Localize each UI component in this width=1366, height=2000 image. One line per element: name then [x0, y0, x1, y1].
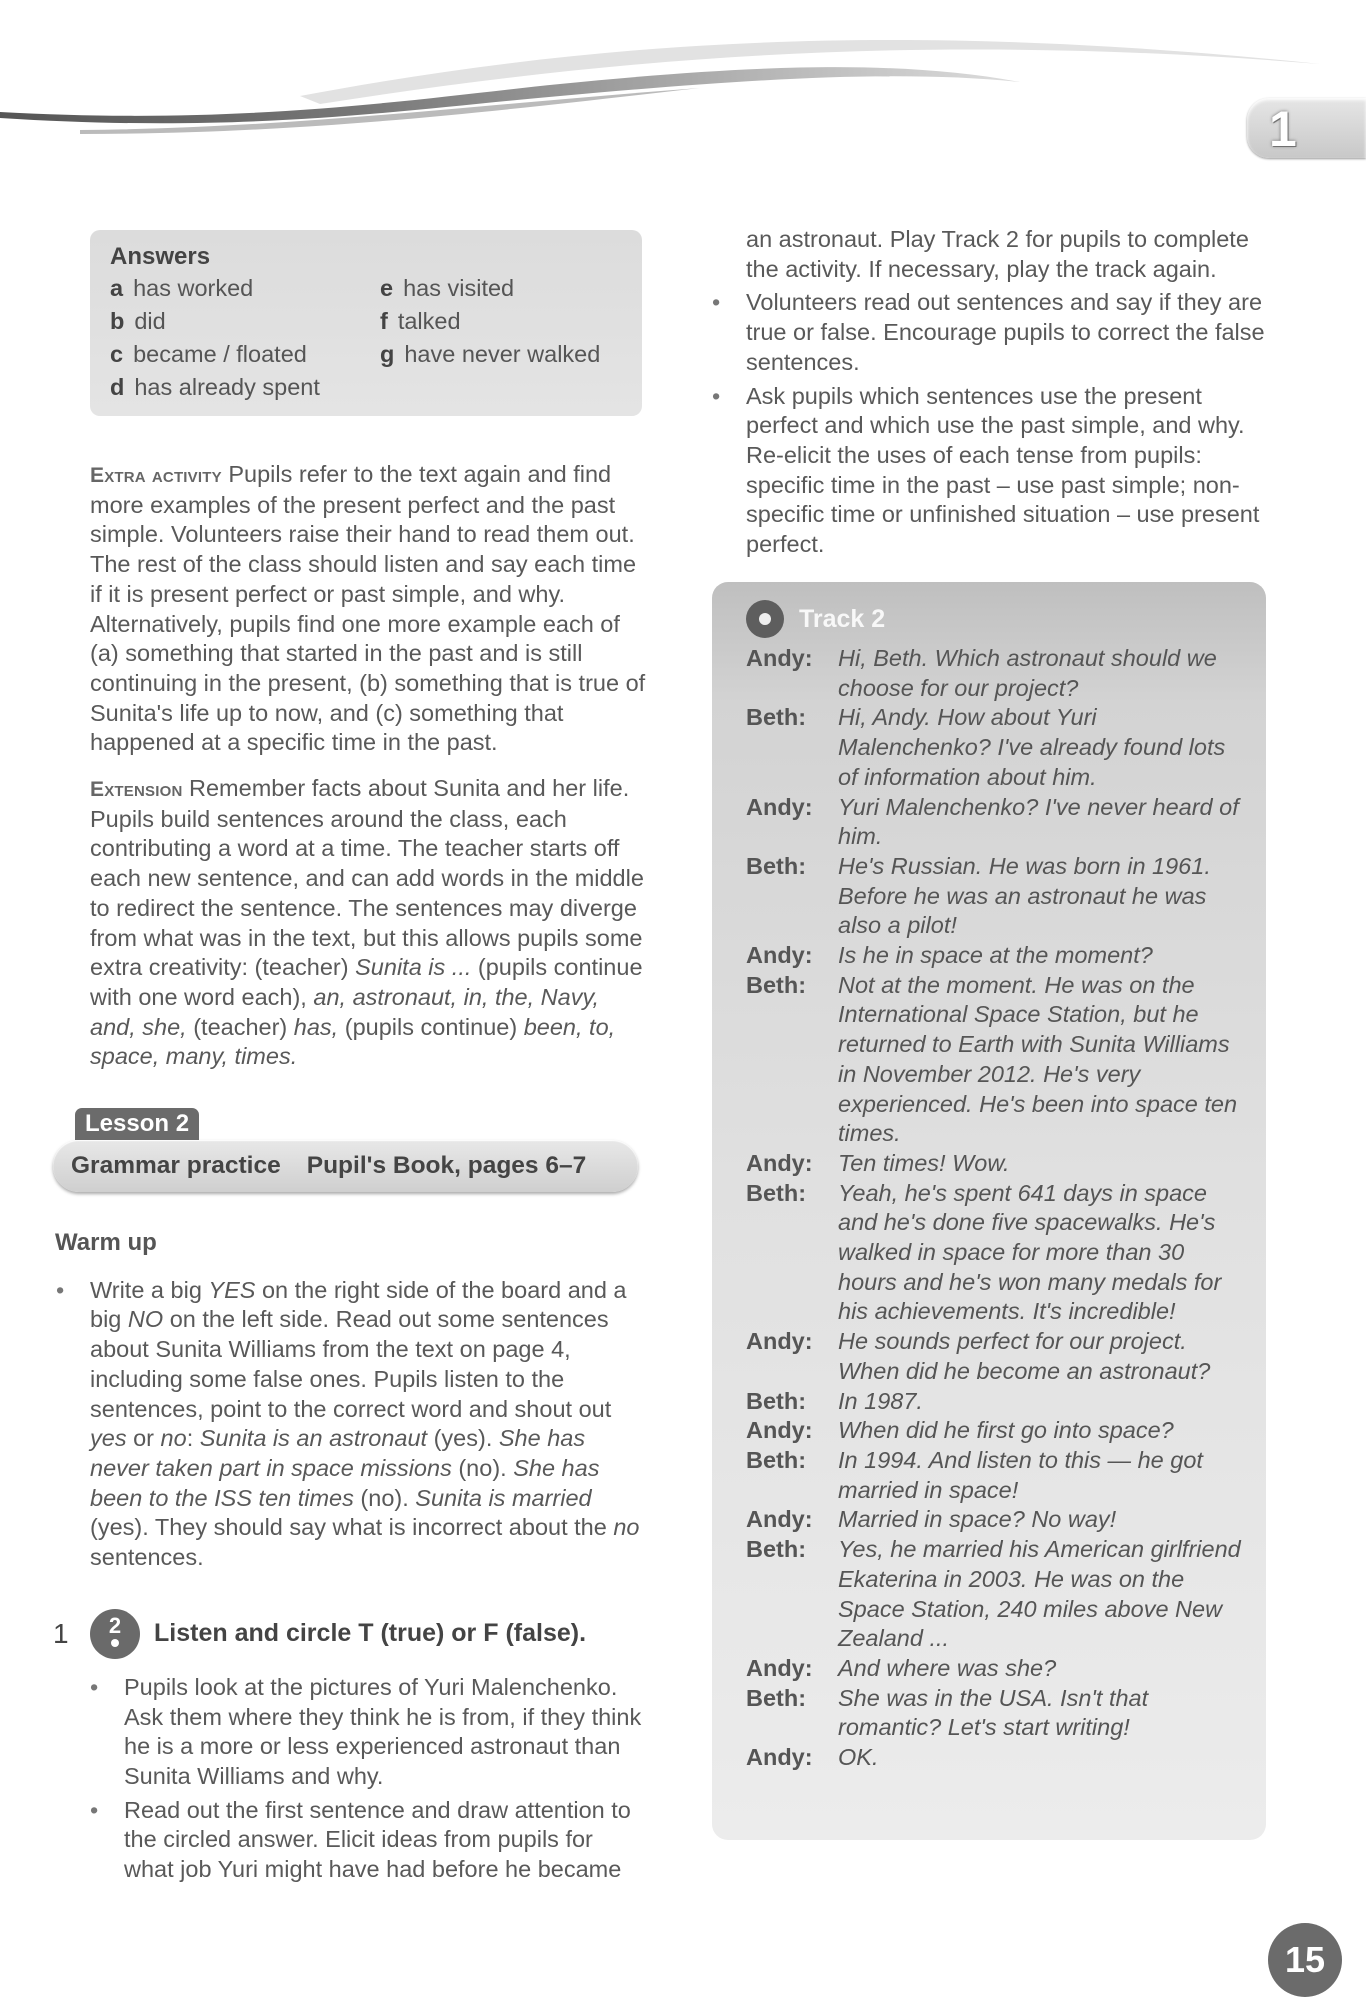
- answer-item: e has visited: [380, 275, 515, 301]
- speech-text: Hi, Beth. Which astronaut should we choose for our project?: [838, 645, 1217, 701]
- right-column: [746, 225, 1270, 560]
- speech-text: In 1994. And listen to this — he got married in space!: [838, 1446, 1203, 1503]
- speech-text: When did he first go into space?: [838, 1417, 1174, 1444]
- speaker-label: Beth:: [746, 1179, 807, 1206]
- extension-label: Extension: [90, 778, 183, 802]
- exercise-title: Listen and circle T (true) or F (false).: [154, 1618, 587, 1647]
- dialogue-line: [746, 1505, 1258, 1535]
- lesson-header: [71, 1108, 646, 1192]
- dialogue-line: [746, 1327, 1258, 1386]
- speech-text: In 1987.: [838, 1387, 923, 1414]
- audio-cd-icon: 2: [90, 1609, 140, 1659]
- dialogue-line: [746, 1387, 1258, 1417]
- speaker-label: Andy:: [746, 1417, 813, 1444]
- speaker-label: Beth:: [746, 704, 807, 731]
- header-swoosh-decoration: [0, 0, 1366, 180]
- answers-title: Answers: [110, 243, 211, 270]
- list-item: • Write a big YES on the right side of the board and a big NO on the left side. Read out some sentences about Sunita Williams from the text on page 4, including some false ones. Pupils listen to the sentences, point to the correct word and shout out yes or no: Sunita is an astronaut (yes). She has never taken part in space missions (no). She has been to the ISS ten times (no). Sunita is married (yes). They should say what is incorrect about the no sentences.: [90, 1276, 646, 1573]
- dialogue-line: [746, 971, 1258, 1149]
- lesson-tag: Lesson 2: [75, 1108, 199, 1140]
- speech-text: Not at the moment. He was on the International Space Station, but he returned to Earth with Sunita Williams in November 2012. He's very experienced. He's been into space ten times.: [838, 971, 1238, 1147]
- list-item: • Ask pupils which sentences use the present perfect and which use the past simple, and why. Re-elicit the uses of each tense from pupils: specific time in the past – use past simple; non-specific time or unfinished situation – use present perfect.: [746, 382, 1270, 560]
- track-transcript-box: [712, 582, 1266, 1840]
- dialogue-line: [746, 1416, 1258, 1446]
- speaker-label: Andy:: [746, 1149, 813, 1176]
- dialogue-line: [746, 1179, 1258, 1328]
- extension-paragraph: Extension Remember facts about Sunita and her life. Pupils build sentences around the class, each contributing a word at a time. The teacher starts off each new sentence, and can add words in the middle to redirect the sentence. The sentences may diverge from what was in the text, but this allows pupils some extra creativity: (teacher) Sunita is ... (pupils continue with one word each), an, astronaut, in, the, Navy, and, she, (teacher) has, (pupils continue) been, to, space, many, times.: [90, 775, 644, 1070]
- dialogue: [746, 644, 1258, 1773]
- warm-up-heading: Warm up: [55, 1229, 157, 1257]
- answer-item: g have never walked: [380, 341, 601, 367]
- dialogue-line: [746, 1743, 1258, 1773]
- extra-activity-label: Extra activity: [90, 464, 222, 487]
- speech-text: Yes, he married his American girlfriend Ekaterina in 2003. He was on the Space Station, 240 miles above New Zealand ...: [838, 1536, 1241, 1652]
- dialogue-line: [746, 1446, 1258, 1505]
- speech-text: OK.: [838, 1744, 879, 1771]
- speech-text: Is he in space at the moment?: [838, 942, 1153, 969]
- speech-text: Hi, Andy. How about Yuri Malenchenko? I've already found lots of information about him.: [838, 704, 1226, 790]
- page-number: 15: [1268, 1923, 1342, 1997]
- left-column: [53, 230, 646, 1885]
- answer-item: d has already spent: [110, 374, 320, 400]
- speaker-label: Andy:: [746, 1744, 813, 1771]
- speaker-label: Andy:: [746, 1506, 813, 1533]
- answers-box: [90, 230, 642, 416]
- speaker-label: Beth:: [746, 1446, 807, 1473]
- speaker-label: Beth:: [746, 852, 807, 879]
- list-item: • Volunteers read out sentences and say if they are true or false. Encourage pupils to correct the false sentences.: [746, 288, 1270, 377]
- speaker-label: Andy:: [746, 645, 813, 671]
- list-item: • Read out the first sentence and draw attention to the circled answer. Elicit ideas from pupils for what job Yuri might have had before he became: [124, 1796, 646, 1885]
- speaker-label: Beth:: [746, 1387, 807, 1414]
- speaker-label: Andy:: [746, 1654, 813, 1681]
- dialogue-line: [746, 1654, 1258, 1684]
- answer-item: b did: [110, 308, 166, 334]
- chapter-tab: [1247, 98, 1366, 158]
- warm-up-list: [90, 1276, 646, 1573]
- lesson-title-bar: [53, 1140, 638, 1192]
- dialogue-line: [746, 793, 1258, 852]
- speech-text: Ten times! Wow.: [838, 1149, 1010, 1176]
- answers-grid: [110, 272, 642, 404]
- exercise-number: 1: [53, 1617, 69, 1649]
- chapter-number: 1: [1269, 101, 1297, 157]
- list-item: • Pupils look at the pictures of Yuri Malenchenko. Ask them where they think he is from, if they think he is a more or less experienced astronaut than Sunita Williams and why.: [124, 1673, 646, 1792]
- audio-track-icon: [746, 600, 784, 638]
- track-title: Track 2: [799, 604, 886, 633]
- dialogue-line: [746, 1535, 1258, 1654]
- lesson-title: Grammar practice: [71, 1152, 281, 1180]
- speaker-label: Andy:: [746, 793, 813, 820]
- answer-item: c became / floated: [110, 341, 307, 367]
- extra-activity-text: Pupils refer to the text again and find more examples of the present perfect and the past simple. Volunteers raise their hand to read them out. The rest of the class should listen and say each time if it is present perfect or past simple, and why. Alternatively, pupils find one more example each of (a) something that started in the past and is still continuing in the present, (b) something that is true of Sunita's life up to now, and (c) something that happened at a specific time in the past.: [90, 461, 646, 756]
- dialogue-line: [746, 852, 1258, 941]
- track-header: [712, 582, 1266, 638]
- continuation-text: an astronaut. Play Track 2 for pupils to complete the activity. If necessary, play the track again.: [746, 226, 1249, 282]
- speaker-label: Andy:: [746, 1328, 813, 1355]
- dialogue-line: [746, 1684, 1258, 1743]
- dialogue-line: [746, 1149, 1258, 1179]
- speech-text: Yuri Malenchenko? I've never heard of him.: [838, 793, 1239, 850]
- dialogue-line: [746, 941, 1258, 971]
- exercise-1-heading: [53, 1609, 646, 1659]
- answer-item: a has worked: [110, 275, 254, 301]
- speaker-label: Beth:: [746, 1684, 807, 1711]
- speech-text: Married in space? No way!: [838, 1506, 1117, 1533]
- dialogue-line: [746, 703, 1258, 792]
- speech-text: He sounds perfect for our project. When did he become an astronaut?: [838, 1328, 1211, 1384]
- lesson-book-ref: Pupil's Book, pages 6–7: [306, 1152, 587, 1180]
- speech-text: He's Russian. He was born in 1961. Before he was an astronaut he was also a pilot!: [838, 852, 1211, 939]
- speaker-label: Beth:: [746, 971, 807, 998]
- speaker-label: Beth:: [746, 1536, 807, 1563]
- answer-item: f talked: [380, 308, 461, 334]
- speech-text: Yeah, he's spent 641 days in space and he's done five spacewalks. He's walked in space for more than 30 hours and he's won many medals for his achievements. It's incredible!: [838, 1179, 1222, 1325]
- dialogue-line: [746, 644, 1258, 703]
- extra-activity-paragraph: [90, 460, 646, 758]
- exercise-1-list: [124, 1673, 646, 1885]
- speaker-label: Andy:: [746, 942, 813, 969]
- speech-text: And where was she?: [838, 1654, 1057, 1681]
- speech-text: She was in the USA. Isn't that romantic? Let's start writing!: [838, 1684, 1149, 1741]
- right-list: [746, 288, 1270, 559]
